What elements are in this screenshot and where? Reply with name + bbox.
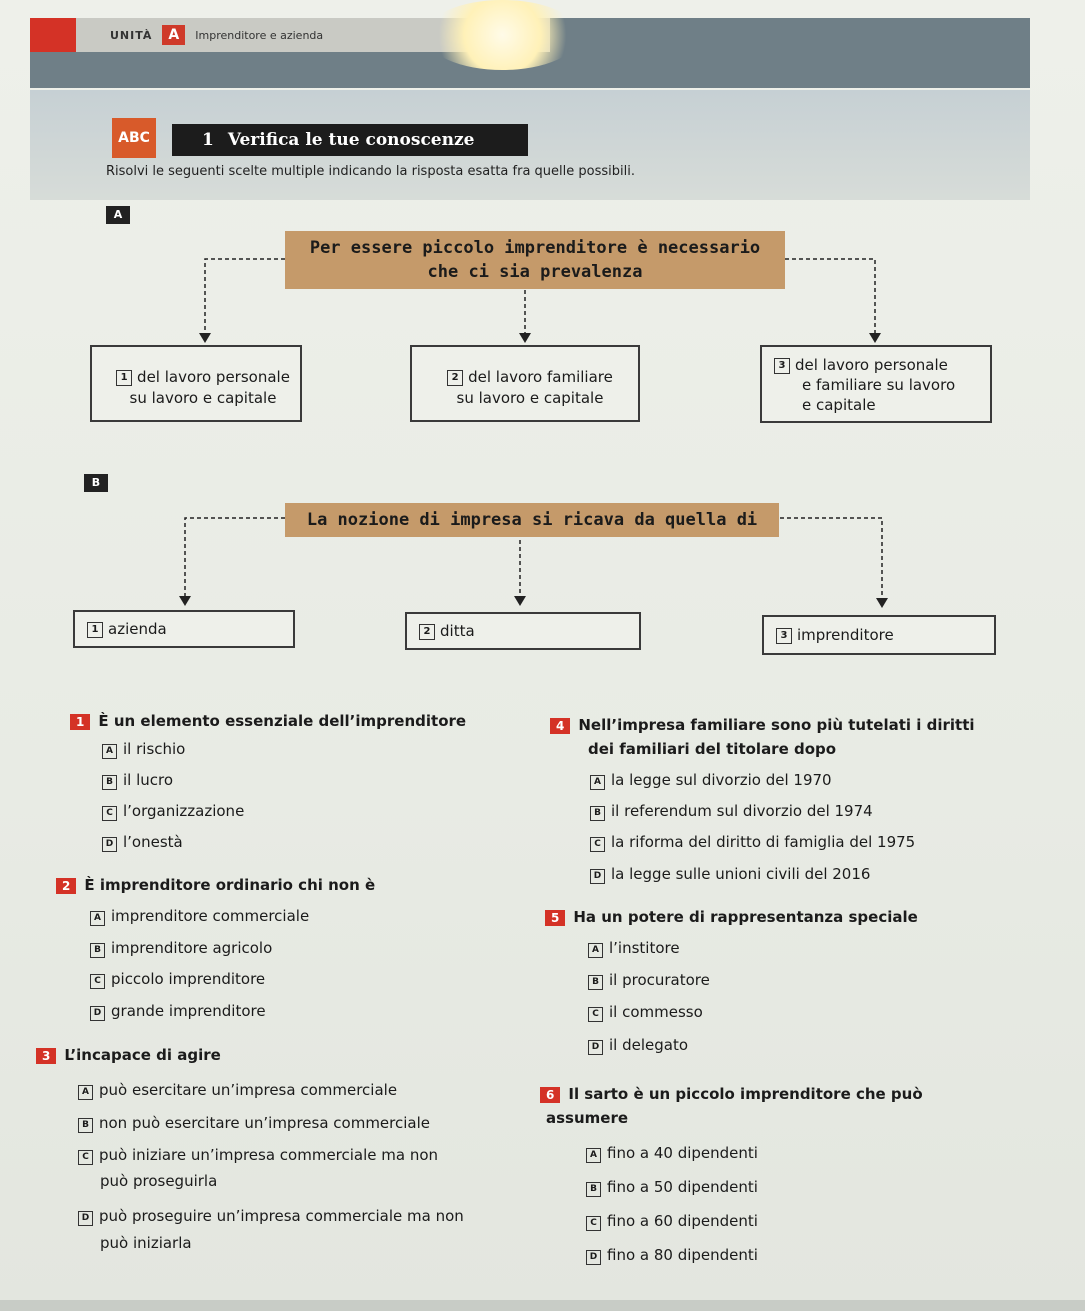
question-text-line2: dei familiari del titolare dopo <box>588 740 837 758</box>
option-text: e familiare su lavoro <box>802 376 956 394</box>
answer-text: può esercitare un’impresa commerciale <box>99 1081 398 1099</box>
answer-option-6-a[interactable] <box>586 1144 758 1163</box>
answer-letter-box: B <box>590 806 605 821</box>
option-text: del lavoro personale <box>795 356 948 374</box>
unit-badge: A <box>162 25 185 45</box>
answer-text: l’institore <box>609 939 680 957</box>
question-text: È imprenditore ordinario chi non è <box>84 876 376 894</box>
answer-text: piccolo imprenditore <box>111 970 266 988</box>
page-bottom-edge <box>0 1300 1085 1311</box>
answer-option-1-b[interactable] <box>102 771 173 790</box>
answer-option-5-c[interactable] <box>588 1003 703 1022</box>
answer-option-3-b[interactable] <box>78 1114 430 1133</box>
option-text: e capitale <box>802 396 876 414</box>
option-text: azienda <box>108 620 167 638</box>
diagram-a-heading <box>285 231 785 289</box>
answer-option-3-d[interactable] <box>78 1207 464 1226</box>
answer-text: può iniziare un’impresa commerciale ma non <box>99 1146 439 1164</box>
answer-text: il rischio <box>123 740 186 758</box>
question-number: 6 <box>540 1087 560 1103</box>
answer-text: non può esercitare un’impresa commerciale <box>99 1114 431 1132</box>
question-number: 4 <box>550 718 570 734</box>
question-number: 3 <box>36 1048 56 1064</box>
answer-option-1-c[interactable] <box>102 802 244 821</box>
answer-option-3-a[interactable] <box>78 1081 397 1100</box>
option-text: su lavoro e capitale <box>456 389 604 407</box>
answer-text: grande imprenditore <box>111 1002 266 1020</box>
question-4 <box>550 716 975 758</box>
answer-letter-box: A <box>588 943 603 958</box>
answer-letter-box: D <box>102 837 117 852</box>
answer-text: la legge sulle unioni civili del 2016 <box>611 865 871 883</box>
answer-text: imprenditore commerciale <box>111 907 310 925</box>
answer-letter-box: C <box>590 837 605 852</box>
answer-text: il referendum sul divorzio del 1974 <box>611 802 873 820</box>
answer-letter-box: B <box>586 1182 601 1197</box>
answer-option-2-a[interactable] <box>90 907 309 926</box>
answer-option-2-b[interactable] <box>90 939 272 958</box>
section-number: 1 <box>202 130 214 150</box>
option-text: imprenditore <box>797 626 894 644</box>
answer-option-4-c[interactable] <box>590 833 915 852</box>
answer-letter-box: D <box>90 1006 105 1021</box>
answer-text: la riforma del diritto di famiglia del 1975 <box>611 833 916 851</box>
answer-option-1-a[interactable] <box>102 740 185 759</box>
abc-icon: ABC <box>112 118 156 158</box>
answer-text: fino a 40 dipendenti <box>607 1144 758 1162</box>
diagram-b-heading: La nozione di impresa si ricava da quella di <box>285 503 779 537</box>
answer-text: la legge sul divorzio del 1970 <box>611 771 832 789</box>
option-number: 3 <box>776 628 792 644</box>
answer-letter-box: D <box>590 869 605 884</box>
unit-title: Imprenditore e azienda <box>195 28 324 42</box>
question-text: Ha un potere di rappresentanza speciale <box>573 908 918 926</box>
answer-option-2-c[interactable] <box>90 970 265 989</box>
answer-option-1-d[interactable] <box>102 833 183 852</box>
option-text: ditta <box>440 622 475 640</box>
answer-letter-box: D <box>588 1040 603 1055</box>
answer-text: il delegato <box>609 1036 689 1054</box>
answer-text: l’organizzazione <box>123 802 245 820</box>
question-1 <box>70 712 466 730</box>
question-number: 2 <box>56 878 76 894</box>
option-text: del lavoro personale <box>137 368 290 386</box>
question-text: È un elemento essenziale dell’imprenditore <box>98 712 467 730</box>
diagram-b-option-1 <box>73 610 295 648</box>
diagram-b-letter: B <box>84 474 108 492</box>
diagram-a-letter: A <box>106 206 130 224</box>
diagram-a-option-3 <box>760 345 992 423</box>
question-text: Nell’impresa familiare sono più tutelati i diritti <box>578 716 975 734</box>
answer-letter-box: A <box>590 775 605 790</box>
option-number: 2 <box>419 624 435 640</box>
answer-letter-box: C <box>78 1150 93 1165</box>
answer-text-line2: può iniziarla <box>100 1234 192 1252</box>
option-number: 1 <box>116 370 132 386</box>
answer-letter-box: C <box>102 806 117 821</box>
diagram-a-option-1 <box>90 345 302 422</box>
answer-text: può proseguire un’impresa commerciale ma non <box>99 1207 464 1225</box>
answer-letter-box: A <box>78 1085 93 1100</box>
section-title: Verifica le tue conoscenze <box>227 130 475 150</box>
answer-letter-box: B <box>588 975 603 990</box>
answer-text: il commesso <box>609 1003 703 1021</box>
question-number: 1 <box>70 714 90 730</box>
question-number: 5 <box>545 910 565 926</box>
answer-option-6-d[interactable] <box>586 1246 758 1265</box>
answer-letter-box: C <box>586 1216 601 1231</box>
answer-letter-box: B <box>102 775 117 790</box>
diagram-a-heading-line1: Per essere piccolo imprenditore è necessario <box>309 238 761 258</box>
instructions: Risolvi le seguenti scelte multiple indicando la risposta esatta fra quelle possibili. <box>106 164 635 179</box>
question-3 <box>36 1046 221 1064</box>
answer-option-6-b[interactable] <box>586 1178 758 1197</box>
answer-text: il procuratore <box>609 971 710 989</box>
answer-option-6-c[interactable] <box>586 1212 758 1231</box>
answer-text: l’onestà <box>123 833 183 851</box>
answer-letter-box: C <box>90 974 105 989</box>
answer-letter-box: A <box>586 1148 601 1163</box>
answer-text-line2: può proseguirla <box>100 1172 218 1190</box>
answer-option-3-c[interactable] <box>78 1146 438 1165</box>
question-text: Il sarto è un piccolo imprenditore che può <box>568 1085 923 1103</box>
option-number: 3 <box>774 358 790 374</box>
answer-letter-box: D <box>78 1211 93 1226</box>
answer-option-5-a[interactable] <box>588 939 680 958</box>
question-5 <box>545 908 918 926</box>
answer-option-4-a[interactable] <box>590 771 832 790</box>
answer-letter-box: B <box>90 943 105 958</box>
answer-text: imprenditore agricolo <box>111 939 273 957</box>
answer-option-2-d[interactable] <box>90 1002 266 1021</box>
option-text: su lavoro e capitale <box>129 389 277 407</box>
unit-label: UNITÀ <box>110 28 153 42</box>
question-text-line2: assumere <box>546 1109 629 1127</box>
answer-option-4-d[interactable] <box>590 865 870 884</box>
question-2 <box>56 876 375 894</box>
answer-text: fino a 80 dipendenti <box>607 1246 758 1264</box>
answer-text: fino a 60 dipendenti <box>607 1212 758 1230</box>
answer-letter-box: D <box>586 1250 601 1265</box>
answer-letter-box: A <box>90 911 105 926</box>
diagram-b-option-2 <box>405 612 641 650</box>
answer-letter-box: B <box>78 1118 93 1133</box>
answer-text: fino a 50 dipendenti <box>607 1178 758 1196</box>
answer-letter-box: A <box>102 744 117 759</box>
diagram-b-option-3 <box>762 615 996 655</box>
answer-option-4-b[interactable] <box>590 802 873 821</box>
option-number: 2 <box>447 370 463 386</box>
answer-option-5-b[interactable] <box>588 971 710 990</box>
answer-letter-box: C <box>588 1007 603 1022</box>
question-text: L’incapace di agire <box>64 1046 221 1064</box>
question-6 <box>540 1085 923 1127</box>
answer-text: il lucro <box>123 771 174 789</box>
answer-option-5-d[interactable] <box>588 1036 688 1055</box>
diagram-a-option-2 <box>410 345 640 422</box>
option-text: del lavoro familiare <box>468 368 613 386</box>
diagram-a-heading-line2: che ci sia prevalenza <box>427 262 643 282</box>
option-number: 1 <box>87 622 103 638</box>
